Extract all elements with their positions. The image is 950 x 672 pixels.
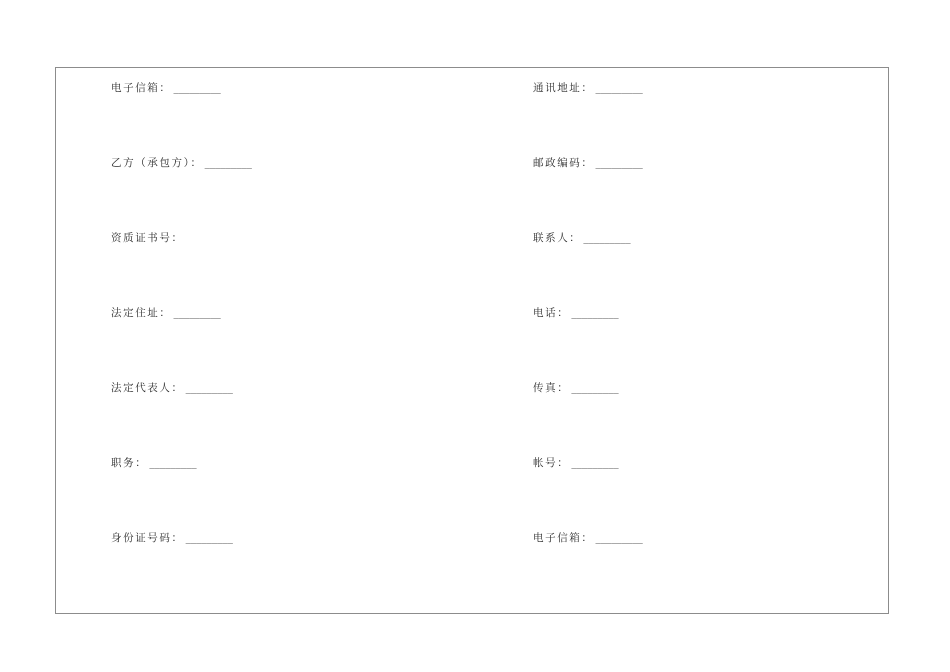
field-label: 邮政编码： (533, 157, 594, 169)
field-id-number (111, 530, 233, 546)
field-label: 电子信箱： (533, 532, 594, 544)
field-label: 电子信箱： (111, 82, 172, 94)
field-fax (533, 380, 619, 396)
field-email-right (533, 530, 643, 546)
fill-in-blank: _________ (204, 157, 252, 169)
document-page (55, 67, 889, 614)
field-postal-code (533, 155, 643, 171)
fill-in-blank: _________ (173, 307, 221, 319)
field-label: 乙方（承包方）： (111, 157, 203, 169)
field-label: 电话： (533, 307, 570, 319)
fill-in-blank: _________ (185, 382, 233, 394)
fill-in-blank: _________ (149, 457, 197, 469)
fill-in-blank: _________ (185, 532, 233, 544)
field-position (111, 455, 197, 471)
field-mailing-address (533, 80, 643, 96)
field-label: 资质证书号： (111, 232, 184, 244)
field-contact-person (533, 230, 631, 246)
fill-in-blank: _________ (583, 232, 631, 244)
fill-in-blank: _________ (595, 157, 643, 169)
field-label: 法定代表人： (111, 382, 184, 394)
field-label: 职务： (111, 457, 148, 469)
field-label: 法定住址： (111, 307, 172, 319)
field-qualification-cert (111, 230, 186, 246)
field-phone (533, 305, 619, 321)
fill-in-blank: _________ (173, 82, 221, 94)
field-legal-address (111, 305, 221, 321)
field-account-number (533, 455, 619, 471)
field-label: 通讯地址： (533, 82, 594, 94)
fill-in-blank: _________ (571, 307, 619, 319)
field-label: 传真： (533, 382, 570, 394)
field-label: 联系人： (533, 232, 582, 244)
fill-in-blank: _________ (571, 457, 619, 469)
field-label: 帐号： (533, 457, 570, 469)
fill-in-blank: _________ (571, 382, 619, 394)
field-label: 身份证号码： (111, 532, 184, 544)
fill-in-blank: _________ (595, 532, 643, 544)
field-legal-representative (111, 380, 233, 396)
field-party-b (111, 155, 252, 171)
field-email (111, 80, 221, 96)
fill-in-blank: _________ (595, 82, 643, 94)
